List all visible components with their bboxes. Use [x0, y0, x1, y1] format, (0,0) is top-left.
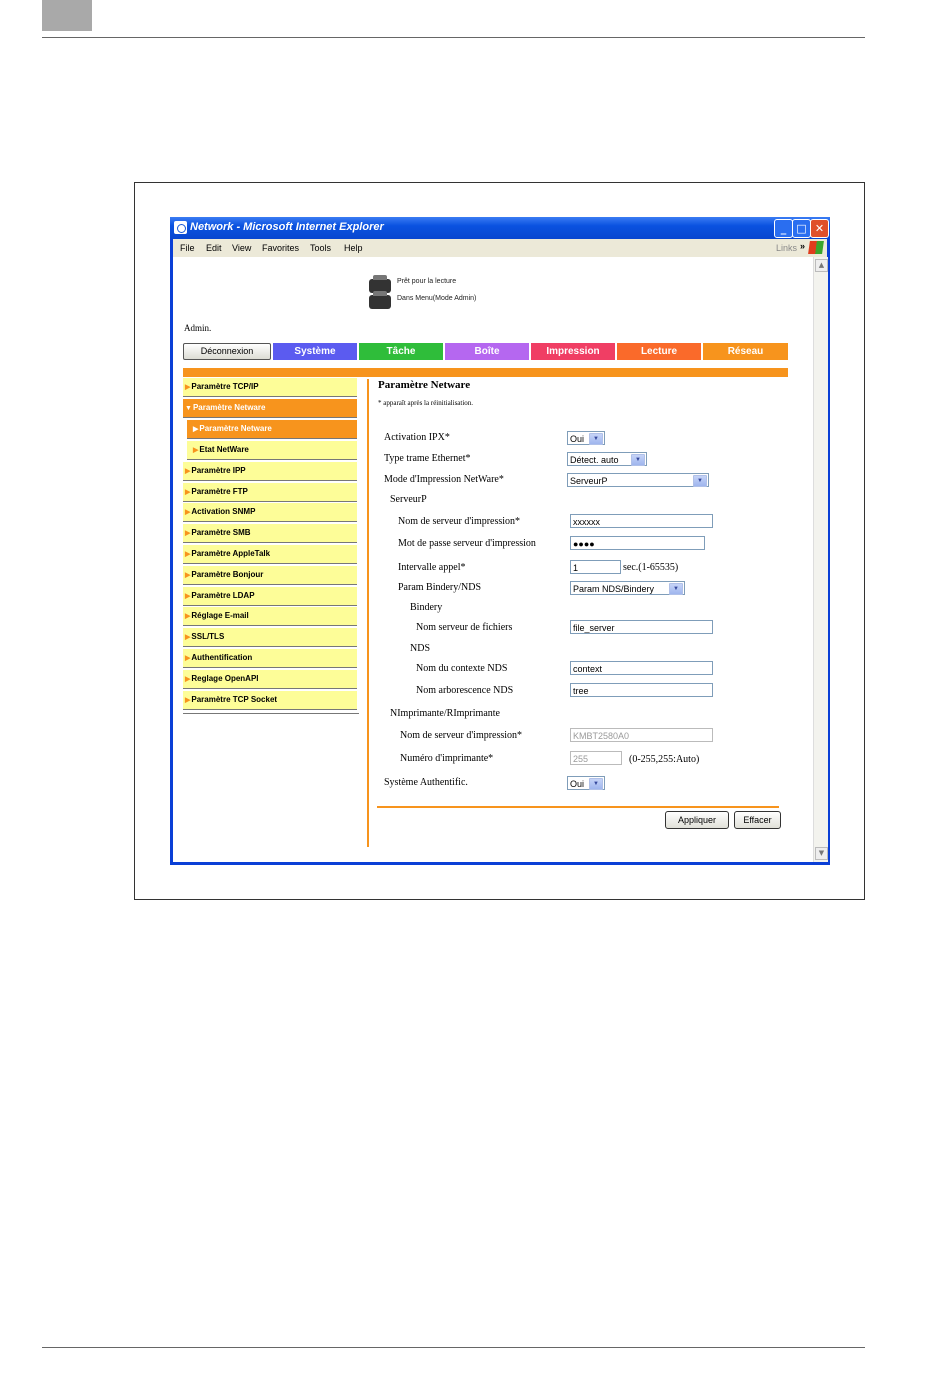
file-server-input[interactable]: file_server — [570, 620, 713, 634]
maximize-button[interactable]: □ — [792, 219, 811, 238]
ipx-label: Activation IPX* — [384, 432, 450, 443]
sidebar-divider — [183, 713, 359, 714]
arrow-right-icon: ▶ — [185, 676, 191, 683]
sidebar-item-authentication[interactable] — [183, 649, 357, 668]
auth-label: Système Authentific. — [384, 777, 468, 788]
chevron-down-icon: ▼ — [631, 454, 645, 466]
printer-number-input: 255 — [570, 751, 622, 765]
sidebar-item-label: Paramètre LDAP — [191, 591, 255, 600]
sidebar-item-label: Paramètre AppleTalk — [191, 549, 271, 558]
status-ready: Prêt pour la lecture — [397, 278, 457, 285]
arrow-right-icon: ▶ — [193, 426, 199, 433]
sidebar-item-label: Authentification — [191, 653, 253, 662]
windows-logo-icon — [808, 241, 824, 254]
sidebar-subitem-netware-status[interactable] — [187, 441, 357, 460]
content-left-border — [367, 379, 369, 847]
nds-tree-label: Nom arborescence NDS — [416, 685, 514, 696]
printer-number-hint: (0-255,255:Auto) — [629, 754, 700, 765]
menu-help[interactable]: Help — [344, 243, 363, 253]
status-admin-mode: Dans Menu(Mode Admin) — [397, 295, 477, 302]
close-button[interactable]: ✕ — [810, 219, 829, 238]
chevron-down-icon: ▼ — [669, 583, 683, 595]
frame-type-select[interactable] — [567, 452, 647, 466]
titlebar — [170, 217, 830, 239]
ps-name-input[interactable]: xxxxxx — [570, 514, 713, 528]
sidebar-item-label: Réglage E-mail — [191, 611, 249, 620]
tab-job[interactable]: Tâche — [359, 343, 443, 360]
sidebar-item-ftp[interactable] — [183, 483, 357, 502]
nds-context-label: Nom du contexte NDS — [416, 663, 508, 674]
minimize-button[interactable]: _ — [774, 219, 793, 238]
sidebar-item-label: Reglage OpenAPI — [191, 674, 259, 683]
clear-button[interactable]: Effacer — [734, 811, 781, 829]
polling-label: Intervalle appel* — [398, 562, 466, 573]
arrow-right-icon: ▶ — [185, 613, 191, 620]
sidebar-item-tcp-socket[interactable] — [183, 691, 357, 710]
page-corner-tab — [42, 0, 92, 31]
browser-window — [170, 217, 830, 865]
tab-print[interactable]: Impression — [531, 343, 615, 360]
menu-tools[interactable]: Tools — [310, 243, 332, 253]
sidebar-item-ssl-tls[interactable] — [183, 628, 357, 647]
arrow-right-icon: ▶ — [185, 655, 191, 662]
restart-note: * apparaît après la réinitialisation. — [378, 399, 474, 407]
sidebar-item-label: Activation SNMP — [191, 507, 256, 516]
sidebar-item-email[interactable] — [183, 607, 357, 626]
bindery-nds-value: Param NDS/Bindery — [573, 584, 655, 594]
vertical-scrollbar[interactable] — [813, 257, 828, 862]
sidebar-item-tcpip[interactable] — [183, 378, 357, 397]
sidebar-item-label: Paramètre TCP/IP — [191, 382, 259, 391]
ipx-select-value: Oui — [570, 434, 585, 444]
ie-icon — [174, 221, 187, 234]
sidebar-item-label: Paramètre TCP Socket — [191, 695, 278, 704]
print-mode-value: ServeurP — [570, 476, 608, 486]
chevron-down-icon: ▼ — [589, 433, 603, 445]
sidebar-item-appletalk[interactable] — [183, 545, 357, 564]
chevron-down-icon: ▼ — [589, 778, 603, 790]
printer-admin-icon — [369, 295, 391, 309]
sidebar-item-label: SSL/TLS — [191, 632, 225, 641]
arrow-right-icon: ▶ — [193, 447, 199, 454]
header-rule — [42, 37, 865, 38]
tab-network[interactable]: Réseau — [703, 343, 788, 360]
sidebar-item-label: Paramètre Netware — [192, 403, 266, 412]
bindery-nds-select[interactable] — [570, 581, 685, 595]
arrow-right-icon: ▶ — [185, 530, 191, 537]
sidebar-item-label: Paramètre Netware — [199, 424, 272, 433]
file-server-label: Nom serveur de fichiers — [416, 622, 513, 633]
arrow-right-icon: ▶ — [185, 634, 191, 641]
bindery-nds-label: Param Bindery/NDS — [398, 582, 482, 593]
form-bottom-line — [377, 806, 779, 808]
sidebar-item-bonjour[interactable] — [183, 566, 357, 585]
tab-box[interactable]: Boîte — [445, 343, 529, 360]
tab-scan[interactable]: Lecture — [617, 343, 701, 360]
print-mode-label: Mode d'Impression NetWare* — [384, 474, 504, 485]
arrow-right-icon: ▶ — [185, 489, 191, 496]
auth-select[interactable] — [567, 776, 605, 790]
arrow-right-icon: ▶ — [185, 468, 191, 475]
admin-label: Admin. — [184, 323, 212, 333]
arrow-right-icon: ▶ — [185, 509, 191, 516]
arrow-right-icon: ▶ — [185, 572, 191, 579]
sidebar-item-label: Paramètre Bonjour — [191, 570, 264, 579]
footer-rule — [42, 1347, 865, 1348]
sidebar-item-snmp[interactable] — [183, 503, 357, 522]
header-orange-bar — [183, 368, 788, 377]
scroll-up-icon[interactable]: ▲ — [815, 259, 828, 272]
sidebar-item-ipp[interactable] — [183, 462, 357, 481]
sidebar-item-ldap[interactable] — [183, 587, 357, 606]
section-title: Paramètre Netware — [378, 379, 471, 391]
ps-password-label: Mot de passe serveur d'impression — [398, 538, 536, 549]
arrow-right-icon: ▶ — [185, 551, 191, 558]
polling-hint: sec.(1-65535) — [623, 562, 679, 573]
auth-select-value: Oui — [570, 779, 585, 789]
logout-button[interactable]: Déconnexion — [183, 343, 271, 360]
window-title: Network - Microsoft Internet Explorer — [190, 221, 384, 233]
tab-system[interactable]: Système — [273, 343, 357, 360]
ipx-select[interactable] — [567, 431, 605, 445]
links-label[interactable]: Links — [775, 243, 797, 253]
sidebar-item-openapi[interactable] — [183, 670, 357, 689]
sidebar-item-netware[interactable] — [183, 399, 357, 418]
ps-password-input[interactable]: ●●●● — [570, 536, 705, 550]
polling-input[interactable]: 1 — [570, 560, 621, 574]
nds-context-input[interactable]: context — [570, 661, 713, 675]
menu-view[interactable]: View — [232, 243, 252, 253]
nds-section-label: NDS — [410, 643, 431, 654]
bindery-section-label: Bindery — [410, 602, 443, 613]
frame-type-label: Type trame Ethernet* — [384, 453, 471, 464]
sidebar-item-label: Paramètre SMB — [191, 528, 251, 537]
frame-type-value: Détect. auto — [570, 455, 619, 465]
sidebar-item-label: Etat NetWare — [199, 445, 249, 454]
nprinter-section-label: NImprimante/RImprimante — [390, 708, 500, 719]
arrow-right-icon: ▶ — [185, 593, 191, 600]
scroll-down-icon[interactable]: ▼ — [815, 847, 828, 860]
sidebar-subitem-netware-settings[interactable] — [187, 420, 357, 439]
sidebar-item-label: Paramètre IPP — [191, 466, 246, 475]
sidebar-item-label: Paramètre FTP — [191, 487, 248, 496]
print-mode-select[interactable] — [567, 473, 709, 487]
arrow-right-icon: ▶ — [185, 697, 191, 704]
menu-favorites[interactable]: Favorites — [262, 243, 300, 253]
ps-name-label: Nom de serveur d'impression* — [398, 516, 521, 527]
np-server-input: KMBT2580A0 — [570, 728, 713, 742]
chevron-down-icon: ▼ — [693, 475, 707, 487]
page-viewport — [173, 257, 813, 862]
menu-edit[interactable]: Edit — [206, 243, 222, 253]
pserver-section-label: ServeurP — [390, 494, 427, 505]
np-server-label: Nom de serveur d'impression* — [400, 730, 523, 741]
nds-tree-input[interactable]: tree — [570, 683, 713, 697]
arrow-down-icon: ▼ — [185, 405, 192, 412]
apply-button[interactable]: Appliquer — [665, 811, 729, 829]
sidebar-item-smb[interactable] — [183, 524, 357, 543]
menu-file[interactable]: File — [180, 243, 195, 253]
printer-number-label: Numéro d'imprimante* — [400, 753, 494, 764]
arrow-right-icon: ▶ — [185, 384, 191, 391]
menu-bar — [173, 239, 827, 257]
links-chevron-icon[interactable]: » — [799, 241, 805, 251]
